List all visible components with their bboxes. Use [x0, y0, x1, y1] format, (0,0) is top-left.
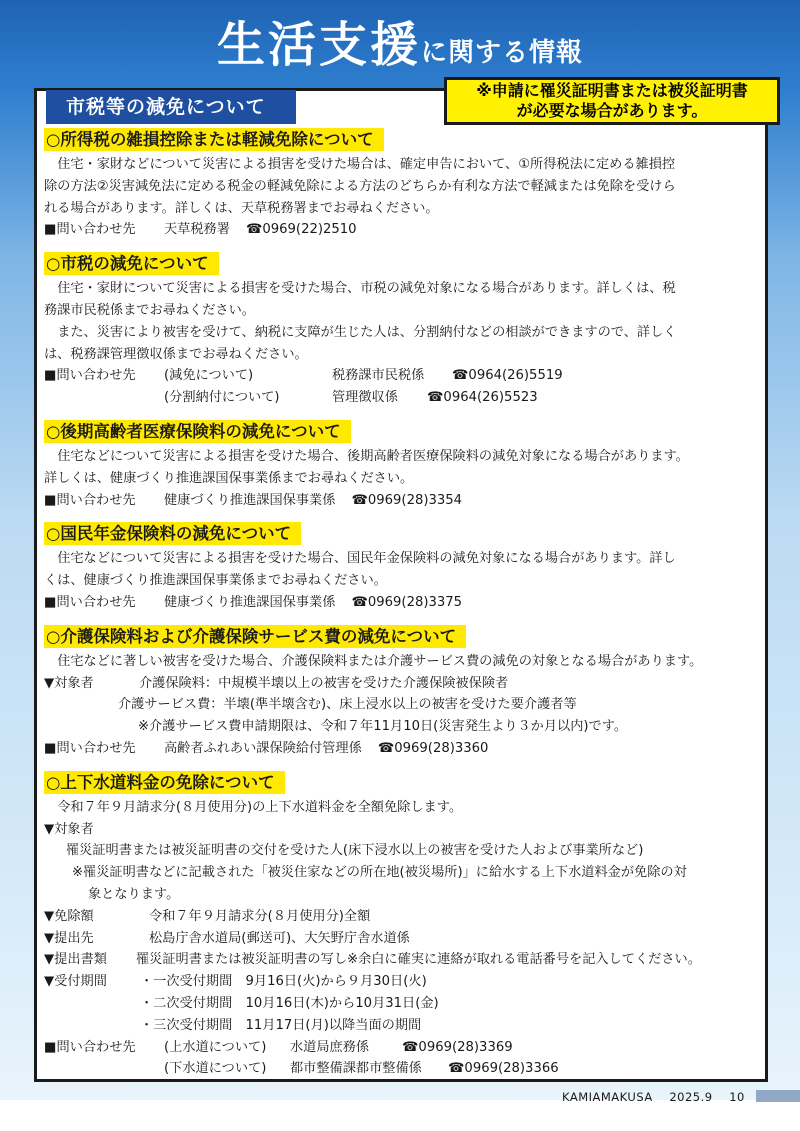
- contact-label: ■問い合わせ先: [44, 222, 136, 238]
- section-care-insurance: [44, 625, 774, 760]
- contact-org: 天草税務署: [164, 222, 230, 238]
- section-tab-tax: 市税等の減免について: [46, 90, 296, 124]
- target-row: [44, 673, 774, 695]
- contact-tel: ☎0964(26)5523: [427, 390, 538, 406]
- body-text: れる場合があります。詳しくは、天草税務署までお尋ねください。: [44, 200, 439, 216]
- amount-text: 令和７年９月請求分(８月使用分)全額: [149, 908, 371, 924]
- page-title-sub: に関する情報: [421, 38, 584, 68]
- body-text: また、災害により被害を受けて、納税に支障が生じた人は、分割納付などの相談ができますので、詳しく: [57, 324, 677, 340]
- footer-bar: [756, 1090, 800, 1102]
- contact-tel: ☎0969(28)3369: [402, 1039, 513, 1055]
- notice-line-2: が必要な場合があります。: [516, 101, 708, 120]
- period-row: [44, 971, 774, 993]
- contact-topic: (下水道について): [164, 1061, 267, 1077]
- body-text: 除の方法②災害減免法に定める税金の軽減免除による方法のどちらか有利な方法で軽減または免除を受けら: [44, 178, 676, 194]
- amount-label: ▼免除額: [44, 908, 94, 924]
- contact-row: [44, 738, 774, 760]
- target-text: 介護保険料：中規模半壊以上の被害を受けた介護保険被保険者: [139, 675, 509, 691]
- contact-tel: ☎0969(28)3366: [448, 1061, 559, 1077]
- contact-label: ■問い合わせ先: [44, 492, 136, 508]
- section-heading: ○市税の減免について: [44, 252, 219, 275]
- contact-org: 高齢者ふれあい課保険給付管理係: [164, 740, 362, 756]
- body-text: 務課市民税係までお尋ねください。: [44, 302, 255, 318]
- submit-label: ▼提出先: [44, 930, 94, 946]
- contact-org: 健康づくり推進課国保事業係: [164, 594, 336, 610]
- body-text: 住宅などに著しい被害を受けた場合、介護保険料または介護サービス費の減免の対象となる場合があります。: [57, 653, 703, 669]
- section-elderly-insurance: [44, 420, 774, 511]
- contact-label: ■問い合わせ先: [44, 594, 136, 610]
- docs-row: [44, 949, 774, 971]
- section-heading: ○後期高齢者医療保険料の減免について: [44, 420, 351, 443]
- target-note: ※介護サービス費申請期限は、令和７年11月10日(災害発生より３か月以内)です。: [138, 719, 628, 735]
- body-text: 住宅・家財などについて災害による損害を受けた場合は、確定申告において、①所得税法に定める雑損控: [57, 157, 676, 172]
- section-heading: ○国民年金保険料の減免について: [44, 522, 301, 545]
- docs-text: 罹災証明書または被災証明書の写し※余白に確実に連絡が取れる電話番号を記入してください。: [136, 952, 701, 968]
- contact-row: [44, 1058, 774, 1080]
- target-text: 介護サービス費：半壊(準半壊含む)、床上浸水以上の被害を受けた要介護者等: [118, 697, 577, 713]
- body-text: くは、健康づくり推進課国保事業係までお尋ねください。: [44, 573, 387, 589]
- body-text: は、税務課管理徴収係までお尋ねください。: [44, 346, 308, 362]
- page-title: [0, 6, 800, 75]
- contact-label: ■問い合わせ先: [44, 1039, 136, 1055]
- contact-row: [44, 387, 774, 409]
- section-national-pension: [44, 522, 774, 613]
- target-note: 象となります。: [88, 886, 180, 902]
- period-text: ・二次受付期間 10月16日(木)から10月31日(金): [140, 995, 439, 1011]
- page-title-main: 生活支援: [216, 17, 421, 73]
- target-note: ※罹災証明書などに記載された「被災住家などの所在地(被災場所)」に給水する上下水道料金が免除の対: [72, 865, 687, 881]
- body-text: 令和７年９月請求分(８月使用分)の上下水道料金を全額免除します。: [57, 799, 463, 815]
- footer-date: 2025.9: [669, 1090, 713, 1104]
- contact-tel: ☎0969(22)2510: [245, 222, 357, 238]
- period-text: ・三次受付期間 11月17日(月)以降当面の期間: [140, 1017, 422, 1033]
- period-label: ▼受付期間: [44, 974, 107, 990]
- body-text: 住宅などについて災害による損害を受けた場合、後期高齢者医療保険料の減免対象になる場合があります。: [57, 448, 689, 464]
- contact-topic: (分割納付について): [164, 390, 280, 406]
- submit-text: 松島庁舎水道局(郵送可)、大矢野庁舎水道係: [149, 930, 410, 946]
- target-text: 罹災証明書または被災証明書の交付を受けた人(床下浸水以上の被害を受けた人および事業所など): [66, 843, 644, 859]
- contact-row: [44, 365, 774, 387]
- footer-page-number: 10: [729, 1090, 745, 1104]
- notice-box: [444, 77, 780, 125]
- period-text: ・一次受付期間 9月16日(火)から９月30日(火): [140, 974, 427, 990]
- target-label: ▼対象者: [44, 675, 94, 691]
- target-label: ▼対象者: [44, 821, 94, 837]
- content: [44, 128, 774, 1091]
- contact-tel: ☎0969(28)3375: [351, 594, 463, 610]
- contact-row: [44, 490, 774, 512]
- section-heading: ○介護保険料および介護保険サービス費の減免について: [44, 625, 466, 648]
- section-heading: ○上下水道料金の免除について: [44, 771, 285, 794]
- contact-topic: (上水道について): [164, 1039, 267, 1055]
- contact-row: [44, 592, 774, 614]
- contact-row: [44, 219, 774, 241]
- contact-tel: ☎0964(26)5519: [452, 368, 563, 384]
- amount-row: [44, 906, 774, 928]
- body-text: 詳しくは、健康づくり推進課国保事業係までお尋ねください。: [44, 470, 414, 486]
- section-heading: ○所得税の雑損控除または軽減免除について: [44, 128, 384, 151]
- docs-label: ▼提出書類: [44, 952, 107, 968]
- section-income-tax: [44, 128, 774, 241]
- contact-org: 水道局庶務係: [290, 1039, 370, 1055]
- contact-tel: ☎0969(28)3360: [377, 740, 489, 756]
- contact-label: ■問い合わせ先: [44, 740, 136, 756]
- contact-org: 税務課市民税係: [332, 368, 425, 384]
- body-text: 住宅・家財について災害による損害を受けた場合、市税の減免対象になる場合があります。詳しくは、税: [57, 281, 676, 297]
- contact-org: 健康づくり推進課国保事業係: [164, 492, 336, 508]
- section-water-fee: [44, 771, 774, 1080]
- contact-topic: (減免について): [164, 368, 254, 384]
- notice-line-1: ※申請に罹災証明書または被災証明書: [476, 81, 748, 100]
- contact-row: [44, 1037, 774, 1059]
- contact-org: 管理徴収係: [332, 390, 398, 406]
- footer-publication: KAMIAMAKUSA: [562, 1090, 653, 1104]
- body-text: 住宅などについて災害による損害を受けた場合、国民年金保険料の減免対象になる場合があります。詳し: [57, 551, 676, 567]
- submit-row: [44, 928, 774, 950]
- contact-label: ■問い合わせ先: [44, 368, 136, 384]
- contact-tel: ☎0969(28)3354: [351, 492, 463, 508]
- footer: [562, 1090, 745, 1104]
- contact-org: 都市整備課都市整備係: [290, 1061, 422, 1077]
- section-city-tax: [44, 252, 774, 409]
